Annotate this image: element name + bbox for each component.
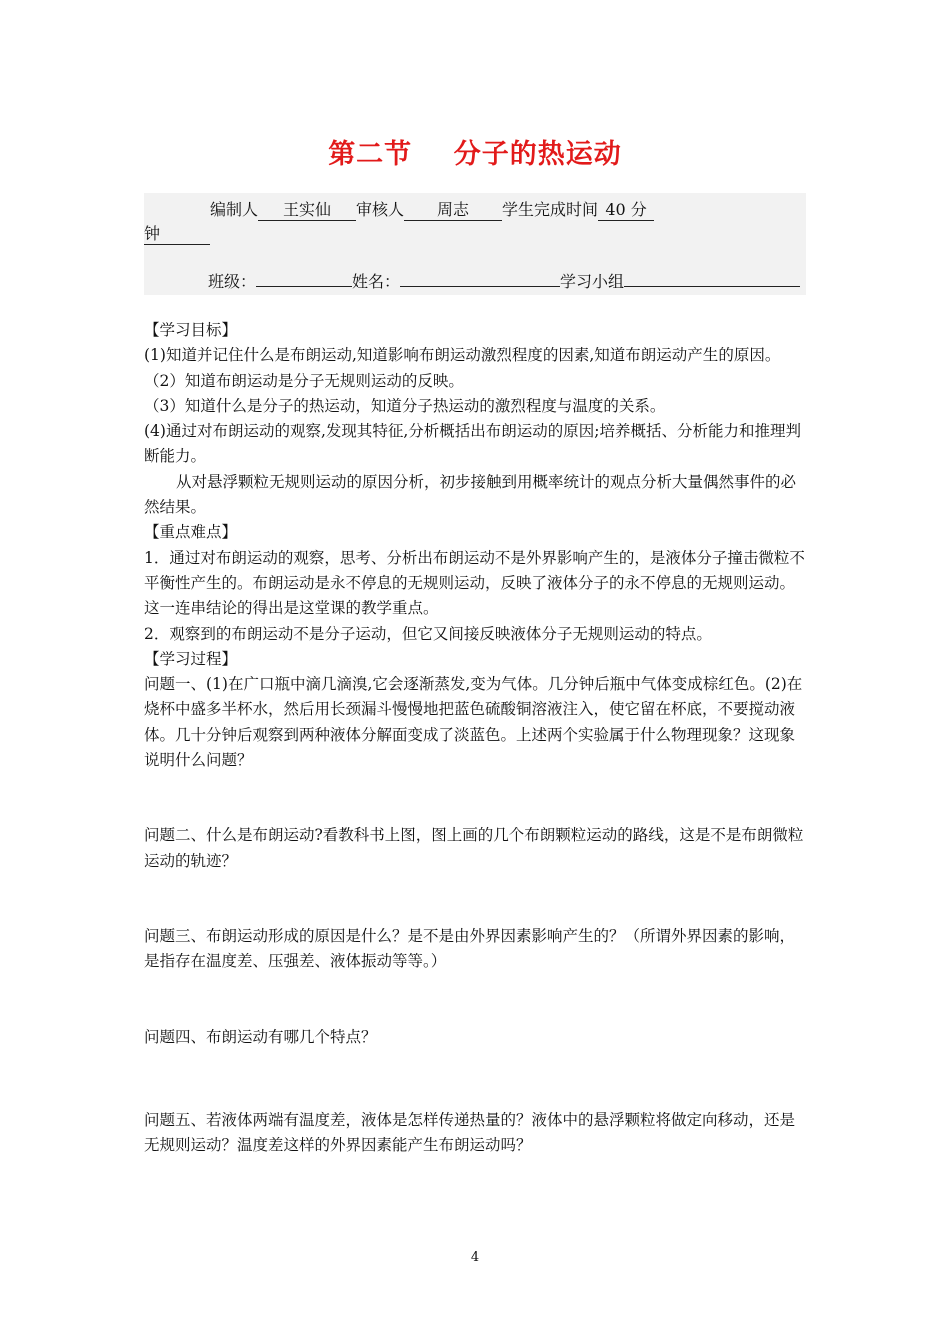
goals-heading: 【学习目标】 (144, 321, 238, 339)
question-2: 问题二、什么是布朗运动?看教科书上图，图上画的几个布朗颗粒运动的路线，这是不是布朗微粒运动的轨迹？ (144, 826, 804, 870)
class-label: 班级： (208, 272, 257, 291)
page-number: 4 (470, 1250, 480, 1265)
name-label: 姓名： (352, 272, 401, 291)
goal-item: （2）知道布朗运动是分子无规则运动的反映。 (144, 371, 464, 390)
lesson-body (144, 318, 806, 1158)
editor-field: 王实仙 (258, 200, 356, 221)
name-field (400, 286, 560, 287)
key-point: 2．观察到的布朗运动不是分子运动，但它又间接反映液体分子无规则运动的特点。 (144, 624, 712, 643)
goal-item: (4)通过对布朗运动的观察,发现其特征,分析概括出布朗运动的原因;培养概括、分析能力和推理判断能力。 (144, 422, 802, 466)
goal-item: 从对悬浮颗粒无规则运动的原因分析，初步接触到用概率统计的观点分析大量偶然事件的必然结果。 (144, 472, 797, 517)
page-title: 第二节 分子的热运动 (328, 139, 622, 170)
header-line-2 (144, 223, 210, 245)
goal-item: （3）知道什么是分子的热运动，知道分子热运动的激烈程度与温度的关系。 (144, 396, 666, 415)
class-field (256, 286, 352, 287)
header-line-3 (208, 271, 800, 293)
question-1: 问题一、(1)在广口瓶中滴几滴溴,它会逐渐蒸发,变为气体。几分钟后瓶中气体变成棕红色。(2)在烧杯中盛多半杯水，然后用长颈漏斗慢慢地把蓝色硫酸铜溶液注入，使它留在杯底，不要搅动液体。几十分钟后观察到两种液体分解面变成了淡蓝色。上述两个实验属于什么物理现象？这现象说明什么问题？ (144, 675, 803, 770)
time-unit: 钟 (144, 224, 210, 245)
editor-label: 编制人 (210, 200, 259, 219)
goal-item: (1)知道并记住什么是布朗运动,知道影响布朗运动激烈程度的因素,知道布朗运动产生的原因。 (144, 346, 781, 365)
question-4: 问题四、布朗运动有哪几个特点？ (144, 1027, 377, 1046)
process-heading: 【学习过程】 (144, 649, 238, 668)
key-heading: 【重点难点】 (144, 523, 238, 542)
reviewer-label: 审核人 (356, 200, 405, 219)
time-field: 40 分 (598, 200, 654, 221)
key-point: 1．通过对布朗运动的观察，思考、分析出布朗运动不是外界影响产生的，是液体分子撞击微粒不平衡性产生的。布朗运动是永不停息的无规则运动，反映了液体分子的永不停息的无规则运动。这一连串结论的得出是这堂课的教学重点。 (144, 548, 805, 618)
group-field (624, 286, 800, 287)
group-label: 学习小组 (560, 272, 625, 291)
header-line-1 (210, 199, 654, 221)
reviewer-field: 周志 (404, 200, 502, 221)
header-info-box (144, 193, 806, 295)
question-3: 问题三、布朗运动形成的原因是什么？是不是由外界因素影响产生的？（所谓外界因素的影响，是指存在温度差、压强差、液体振动等等。） (144, 926, 796, 971)
time-label: 学生完成时间 (502, 200, 599, 219)
question-5: 问题五、若液体两端有温度差，液体是怎样传递热量的？液体中的悬浮颗粒将做定向移动，还是无规则运动？温度差这样的外界因素能产生布朗运动吗？ (144, 1110, 796, 1155)
